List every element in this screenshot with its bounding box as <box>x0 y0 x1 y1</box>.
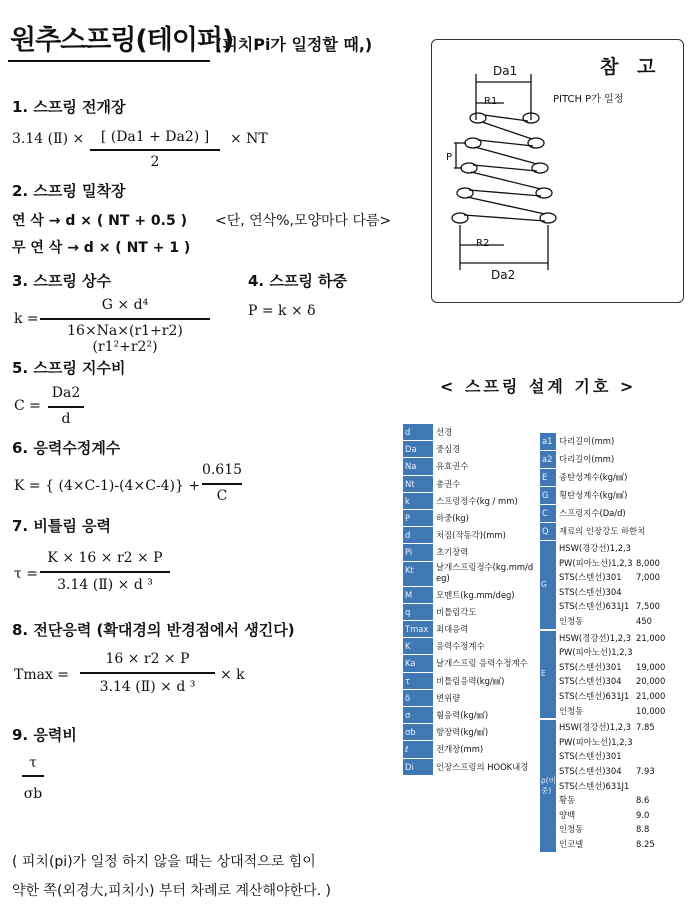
f1-prefix: 3.14 (Ⅱ) × <box>12 131 85 147</box>
symbol-desc <box>433 759 536 775</box>
symbol-desc <box>433 493 536 509</box>
f9-fraction-line <box>22 775 44 777</box>
symbol-row <box>403 690 536 706</box>
symbol-row <box>403 476 536 492</box>
symbol-value: 7.85 <box>636 722 655 733</box>
symbol-row <box>540 433 665 450</box>
symbol-material: HSW(경강선)1,2,3 <box>559 632 632 643</box>
symbol-desc-text-cont: eg) <box>436 572 450 583</box>
symbol-key: Da <box>403 441 433 457</box>
symbol-row <box>403 458 536 474</box>
symbol-value: 19,000 <box>636 661 666 672</box>
symbol-desc <box>433 741 536 757</box>
symbol-row <box>540 451 665 468</box>
heading-7: 7. 비틀림 응력 <box>12 517 112 535</box>
heading-1: 1. 스프링 전개장 <box>12 98 126 116</box>
heading-2: 2. 스프링 밀착장 <box>12 182 126 200</box>
symbol-desc <box>433 424 536 440</box>
f3-lhs: k = <box>14 311 39 327</box>
symbol-row <box>403 621 536 637</box>
symbol-value <box>636 541 666 556</box>
symbol-material: STS(스텐선)301 <box>559 661 622 672</box>
symbol-group-key: G <box>540 541 556 629</box>
symbol-key: Tmax <box>403 621 433 637</box>
symbol-desc-text: 선경 <box>436 427 453 437</box>
symbol-value <box>636 645 666 660</box>
symbol-key: τ <box>403 673 433 689</box>
f6-lhs: K = { (4×C-1)-(4×C-4)} + <box>14 478 201 494</box>
symbol-group-row <box>556 793 665 808</box>
f8-suffix: × k <box>220 667 245 683</box>
symbol-material: PW(피아노선)1,2,3 <box>559 736 633 747</box>
symbol-row <box>540 505 665 522</box>
f2-unground: 무 연 삭 → d × ( NT + 1 ) <box>12 240 191 256</box>
symbol-material: STS(스텐선)631J1 <box>559 780 630 791</box>
symbol-key: K <box>403 638 433 654</box>
symbol-row <box>540 487 665 504</box>
symbol-group-row <box>556 735 665 750</box>
symbol-desc-text: 하중(kg) <box>436 513 469 523</box>
symbol-group-row <box>556 749 665 764</box>
symbol-group-row <box>556 660 665 675</box>
f7-numerator: K × 16 × r2 × P <box>47 550 163 566</box>
symbol-key: ℓ <box>403 741 433 757</box>
conical-spring-diagram <box>440 60 580 290</box>
symbol-value <box>636 779 666 794</box>
symbol-group-row <box>556 585 665 600</box>
f6-denominator: C <box>216 488 228 504</box>
symbol-key: Kt <box>403 562 433 586</box>
symbol-key: C <box>540 505 556 522</box>
f1-suffix: × NT <box>230 131 268 147</box>
symbol-desc <box>433 673 536 689</box>
symbol-material: STS(스텐선)304 <box>559 766 622 776</box>
f7-denominator: 3.14 (Ⅱ) × d ³ <box>57 577 153 593</box>
title-underline <box>8 60 210 62</box>
f9-numerator: τ <box>29 755 37 771</box>
symbol-desc-text: 총권수 <box>436 478 461 489</box>
symbol-desc <box>433 604 536 620</box>
f7-lhs: τ = <box>14 566 38 582</box>
symbol-value: 7,000 <box>636 572 660 583</box>
symbol-desc-text: 항장력(kg/㎟) <box>436 727 489 738</box>
symbol-group-row <box>556 779 665 794</box>
footnote-line-1: ( 피치(pi)가 일정 하지 않을 때는 상대적으로 힘이 <box>12 854 316 870</box>
label-p: P <box>446 152 453 163</box>
symbol-material: STS(스텐선)301 <box>559 751 622 762</box>
heading-9: 9. 응력비 <box>12 726 77 744</box>
symbol-key: a2 <box>540 451 556 468</box>
symbol-desc <box>433 544 536 560</box>
label-da2: Da2 <box>491 268 516 282</box>
symbol-desc <box>433 562 536 586</box>
symbol-key: M <box>403 587 433 603</box>
symbol-material: 인청동 <box>559 824 584 835</box>
f3-fraction-line <box>40 318 210 320</box>
symbol-group-row <box>556 674 665 689</box>
f7-fraction-line <box>40 571 170 573</box>
f8-numerator: 16 × r2 × P <box>105 651 190 667</box>
symbol-row <box>403 510 536 526</box>
symbol-group-row <box>556 631 665 646</box>
footnote-line-2: 약한 쪽(외경大,피치小) 부터 차례로 계산해야한다. ) <box>12 883 331 899</box>
symbol-value: 8.6 <box>636 795 650 806</box>
symbol-group-row <box>556 837 665 852</box>
symbol-material: STS(스텐선)304 <box>559 586 622 597</box>
symbol-row <box>540 523 665 540</box>
symbol-key: Na <box>403 458 433 474</box>
symbol-desc-text: 휨응력(kg/㎟) <box>436 710 489 720</box>
reference-title: 참 고 <box>600 56 662 78</box>
symbol-value: 450 <box>636 616 652 626</box>
symbol-row <box>403 724 536 740</box>
symbol-row <box>403 544 536 560</box>
symbol-row <box>403 562 536 586</box>
f6-numerator: 0.615 <box>201 462 243 478</box>
symbol-group-row <box>556 570 665 585</box>
f2-ground: 연 삭 → d × ( NT + 0.5 ) <box>12 213 187 229</box>
f3-denominator: 16×Na×(r1+r2)(r1²+r2²) <box>67 323 183 355</box>
symbol-row <box>403 587 536 603</box>
symbol-material: HSW(경강선)1,2,3 <box>559 722 632 733</box>
symbol-group-row <box>556 720 665 735</box>
symbol-row <box>403 741 536 757</box>
symbol-row <box>403 707 536 723</box>
heading-6: 6. 응력수정계수 <box>12 439 121 457</box>
f8-lhs: Tmax = <box>14 667 70 683</box>
symbol-key: σ <box>403 707 433 723</box>
symbol-desc-text: 전개장(mm) <box>436 744 484 755</box>
symbol-value <box>636 735 666 750</box>
symbol-value: 8.8 <box>636 824 650 835</box>
f5-numerator: Da2 <box>51 385 81 401</box>
symbol-value: 7.93 <box>636 766 655 776</box>
f8-denominator: 3.14 (Ⅱ) × d ³ <box>99 679 196 695</box>
symbol-row <box>403 493 536 509</box>
symbol-desc: 다리길이(mm) <box>559 454 615 464</box>
symbol-desc-text: 스프링정수(kg / mm) <box>436 495 518 506</box>
symbol-group-row <box>556 689 665 704</box>
symbol-group-row <box>556 764 665 779</box>
heading-3: 3. 스프링 상수 <box>12 272 112 290</box>
symbol-desc <box>433 587 536 603</box>
symbol-key: Nt <box>403 476 433 492</box>
symbol-group-row <box>556 704 665 719</box>
symbol-desc <box>433 621 536 637</box>
symbol-material: 황동 <box>559 795 576 806</box>
symbol-desc-text: 변위량 <box>436 692 461 703</box>
symbol-material: HSW(경강선)1,2,3 <box>559 543 632 553</box>
symbol-desc-text: 최대응력 <box>436 624 469 634</box>
symbol-value: 8,000 <box>636 557 660 568</box>
symbol-group-row <box>556 599 665 614</box>
symbol-row <box>540 469 665 486</box>
f2-note: <단, 연삭%,모양마다 다름> <box>215 213 392 229</box>
symbol-key: d <box>403 527 433 543</box>
f3-numerator: G × d⁴ <box>101 297 149 313</box>
symbol-material: STS(스텐선)631J1 <box>559 601 630 612</box>
symbol-desc-text: 처짐(작동각)(mm) <box>436 530 506 541</box>
symbol-desc <box>433 724 536 740</box>
symbol-value <box>636 585 666 600</box>
symbol-material: 인청동 <box>559 705 584 716</box>
symbol-desc: 다리길이(mm) <box>559 436 615 446</box>
symbol-row <box>403 673 536 689</box>
symbol-desc <box>433 441 536 457</box>
symbol-key: P <box>403 510 433 526</box>
f1-denominator: 2 <box>150 154 160 170</box>
f5-denominator: d <box>61 411 71 427</box>
symbol-key: q <box>403 604 433 620</box>
symbol-key: G <box>540 487 556 504</box>
symbol-desc-text: 날개스프링정수(kg.mm/d <box>436 561 534 572</box>
symbol-value: 20,000 <box>636 676 666 687</box>
heading-5: 5. 스프링 지수비 <box>12 359 126 377</box>
f5-fraction-line <box>48 406 84 408</box>
symbol-desc-text: 인장스프링의 HOOK내경 <box>436 761 529 772</box>
symbol-desc: 종탄성계수(kg/㎟) <box>559 472 628 482</box>
symbol-value: 10,000 <box>636 705 666 716</box>
label-r2: R2 <box>476 238 490 249</box>
symbol-desc <box>433 707 536 723</box>
symbol-value: 7,500 <box>636 601 660 612</box>
symbol-key: Pi <box>403 544 433 560</box>
symbol-desc <box>433 527 536 543</box>
symbol-group-row <box>556 645 665 660</box>
f1-fraction-line <box>90 149 220 151</box>
symbol-material: 인청동 <box>559 616 584 626</box>
symbol-key: Ka <box>403 655 433 671</box>
f5-lhs: C = <box>14 398 41 414</box>
symbol-desc <box>433 510 536 526</box>
symbol-group-row <box>556 822 665 837</box>
symbol-desc-text: 비틀림각도 <box>436 606 477 617</box>
symbol-value: 9.0 <box>636 809 650 820</box>
symbol-material: STS(스텐선)301 <box>559 572 622 583</box>
symbol-desc: 스프링지수(Da/d) <box>559 508 626 518</box>
heading-4: 4. 스프링 하중 <box>248 272 348 290</box>
symbol-material: STS(스텐선)304 <box>559 676 622 687</box>
symbol-desc-text: 비틀림응력(kg/㎟) <box>436 675 505 686</box>
symbol-row <box>403 527 536 543</box>
f9-denominator: σb <box>23 786 43 802</box>
symbol-material: PW(피아노선)1,2,3 <box>559 647 633 658</box>
symbol-material: 양백 <box>559 809 576 820</box>
symbol-desc-text: 응력수정계수 <box>436 641 485 652</box>
reference-note: PITCH P가 일정 <box>553 94 624 105</box>
label-r1: R1 <box>484 96 498 107</box>
symbol-desc <box>433 655 536 671</box>
f1-numerator: [ (Da1 + Da2) ] <box>100 129 210 145</box>
symbol-material: STS(스텐선)631J1 <box>559 691 630 701</box>
symbol-desc-text: 모멘트(kg.mm/deg) <box>436 589 515 600</box>
page-title: 원추스프링(테이퍼) <box>10 25 234 56</box>
symbol-material: PW(피아노선)1,2,3 <box>559 557 633 568</box>
symbol-desc <box>433 476 536 492</box>
symbol-row <box>403 655 536 671</box>
symbols-title: < 스프링 설계 기호 > <box>440 377 637 396</box>
symbol-group-key: E <box>540 631 556 719</box>
f8-fraction-line <box>80 672 215 674</box>
symbol-material: 인코넬 <box>559 839 584 849</box>
symbol-desc <box>433 690 536 706</box>
symbol-group-row <box>556 556 665 571</box>
symbol-desc-text: 날개스프링 응력수정계수 <box>436 658 528 669</box>
symbol-group-row <box>556 541 665 556</box>
symbol-key: δ <box>403 690 433 706</box>
symbol-row <box>403 759 536 775</box>
f4-formula: P = k × δ <box>248 303 316 319</box>
symbol-desc-text: 초기장력 <box>436 547 469 558</box>
symbol-value: 21,000 <box>636 632 666 643</box>
label-da1: Da1 <box>493 64 518 78</box>
symbol-key: E <box>540 469 556 486</box>
symbol-desc: 횡탄성계수(kg/㎟) <box>559 490 628 500</box>
symbol-value: 8.25 <box>636 839 655 849</box>
symbol-row <box>403 604 536 620</box>
symbol-desc: 재료의 인장강도 하한치 <box>559 526 646 536</box>
symbol-desc <box>433 458 536 474</box>
symbol-key: σb <box>403 724 433 740</box>
symbol-key: k <box>403 493 433 509</box>
symbol-value: 21,000 <box>636 691 666 701</box>
symbol-group-key: ρ(비중) <box>540 720 556 851</box>
symbol-value <box>636 749 666 764</box>
heading-8: 8. 전단응력 (확대경의 반경점에서 생긴다) <box>12 621 295 639</box>
symbol-group-row <box>556 808 665 823</box>
symbol-group-row <box>556 614 665 629</box>
symbol-desc-text: 유효권수 <box>436 461 469 472</box>
symbol-desc <box>433 638 536 654</box>
f6-fraction-line <box>202 483 242 485</box>
symbol-key: Di <box>403 759 433 775</box>
page-subtitle: (피치Pi가 일정할 때,) <box>215 35 373 54</box>
symbol-key: d <box>403 424 433 440</box>
symbol-key: Q <box>540 523 556 540</box>
symbol-row <box>403 441 536 457</box>
symbol-desc-text: 중심경 <box>436 444 461 455</box>
symbol-row <box>403 424 536 440</box>
symbol-key: a1 <box>540 433 556 450</box>
symbol-row <box>403 638 536 654</box>
